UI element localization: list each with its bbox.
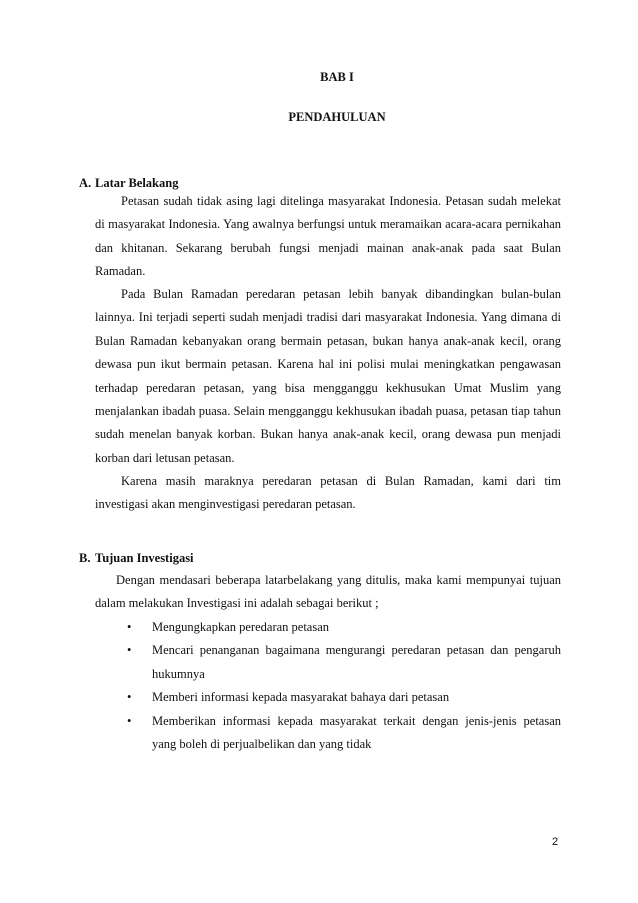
chapter-title: PENDAHULUAN [288, 110, 386, 124]
list-item-text: Mengungkapkan peredaran petasan [152, 620, 330, 634]
section-b-letter: B. [79, 551, 91, 565]
section-a-letter: A. [79, 176, 92, 190]
section-a-title: Latar Belakang [95, 176, 179, 190]
list-item-text: Memberikan informasi kepada masyarakat terkait dengan jenis-jenis petasan yang boleh di perjualbelikan dan yang tidak [152, 713, 561, 752]
section-a-paragraph-2: Pada Bulan Ramadan peredaran petasan lebih banyak dibandingkan bulan-bulan lainnya. Ini terjadi seperti sudah menjadi tradisi dari masyarakat Indonesia. Yang dimana di Bulan Ramadan kebanyakan orang bermain petasan, bukan hanya anak-anak kecil, orang dewasa pun ikut bermain petasan. Karena hal ini polisi mulai meningkatkan pengawasan terhadap peredaran petasan, yang bisa mengganggu kekhusukan Umat Muslim yang menjalankan ibadah puasa. Selain mengganggu kekhusukan ibadah puasa, petasan tiap tahun sudah menelan banyak korban. Bukan hanya anak-anak kecil, orang dewasa pun menjadi korban dari letusan petasan. [95, 287, 561, 465]
list-item [95, 686, 561, 709]
list-item [95, 616, 561, 639]
section-a-paragraph-3: Karena masih maraknya peredaran petasan di Bulan Ramadan, kami dari tim investigasi akan menginvestigasi peredaran petasan. [95, 474, 561, 512]
bullet-icon: • [127, 620, 132, 634]
section-b-title: Tujuan Investigasi [95, 551, 194, 565]
section-a-heading [79, 176, 178, 191]
page-number: 2 [552, 836, 559, 848]
section-b-intro: Dengan mendasari beberapa latarbelakang yang ditulis, maka kami mempunyai tujuan dalam melakukan Investigasi ini adalah sebagai berikut ; [95, 573, 561, 611]
bullet-icon: • [127, 643, 132, 658]
list-item [95, 639, 561, 686]
section-b-heading [79, 551, 194, 566]
chapter-number: BAB I [320, 70, 354, 84]
section-a-paragraph-1: Petasan sudah tidak asing lagi ditelinga masyarakat Indonesia. Petasan sudah melekat di masyarakat Indonesia. Yang awalnya berfungsi untuk meramaikan acara-acara pernikahan dan khitanan. Sekarang berubah fungsi menjadi mainan anak-anak pada saat Bulan Ramadan. [95, 194, 561, 279]
list-item-text: Memberi informasi kepada masyarakat bahaya dari petasan [152, 690, 450, 705]
bullet-icon: • [127, 690, 132, 705]
bullet-icon: • [127, 713, 132, 728]
list-item-text: Mencari penanganan bagaimana mengurangi peredaran petasan dan pengaruh hukumnya [152, 643, 561, 681]
list-item [95, 710, 561, 757]
objectives-list [95, 616, 561, 756]
